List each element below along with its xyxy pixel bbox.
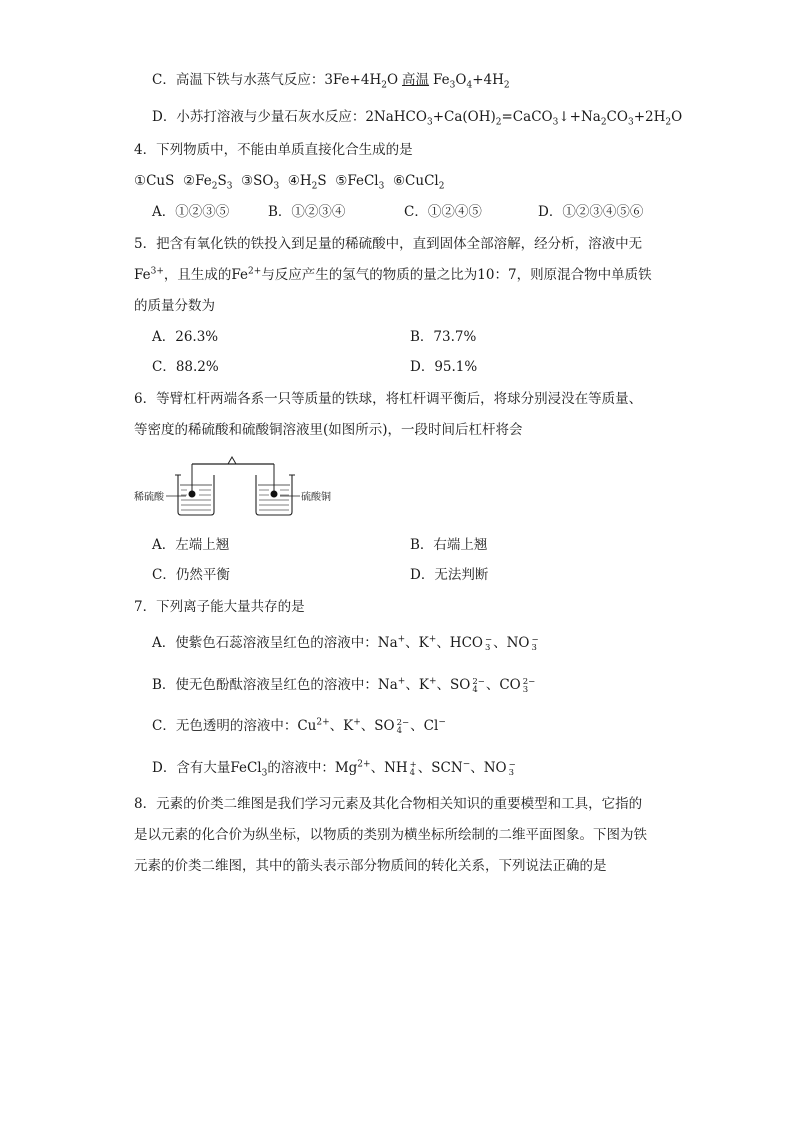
reaction-condition: 高温: [402, 72, 430, 88]
option-c-prev: [152, 70, 510, 90]
q6-option-b[interactable]: B．右端上翘: [410, 537, 488, 553]
q7-option-a[interactable]: A．使紫色石蕊溶液呈红色的溶液中：Na+、K+、HCO − 3 、NO − 3: [152, 634, 539, 653]
q8-line1: 8．元素的价类二维图是我们学习元素及其化合物相关知识的重要模型和工具，它指的: [134, 796, 643, 812]
option-label: A．使紫色石蕊溶液呈红色的溶液中：: [152, 635, 378, 651]
option-label: D．含有大量FeCl$_3$的溶液中：: [152, 760, 335, 779]
q6-option-d[interactable]: D．无法判断: [410, 567, 489, 583]
ion-sulfate: 2− 4: [396, 717, 410, 736]
option-label: C．高温下铁与水蒸气反应：: [152, 72, 325, 88]
item-4: $④H_2S$: [287, 173, 327, 192]
lever-beaker-figure: [134, 455, 344, 517]
item-2: $②Fe_2S_3$: [182, 173, 233, 192]
label-dilute-sulfuric-acid: 稀硫酸: [134, 492, 164, 503]
item-3: $③SO_3$: [241, 173, 280, 192]
q7-option-b[interactable]: B．使无色酚酞溶液呈红色的溶液中：Na+、K+、SO 2− 4 、CO 2− 3: [152, 676, 536, 695]
q5-line1: 5．把含有氧化铁的铁投入到足量的稀硫酸中，直到固体全部溶解，经分析，溶液中无: [134, 236, 643, 252]
q4-stem: 4．下列物质中，不能由单质直接化合生成的是: [134, 142, 413, 158]
subscript: 2: [503, 80, 510, 91]
right-iron-ball: [271, 491, 278, 498]
q4-option-a[interactable]: A．①②③⑤: [152, 204, 230, 220]
option-d-prev: [152, 107, 682, 127]
q7-option-d[interactable]: D．含有大量FeCl$_3$的溶液中：$Mg^{2+}$、NH + 4 、SCN−、NO − 3: [152, 759, 516, 779]
ion-bicarbonate: − 3: [484, 634, 493, 653]
label-copper-sulfate: 硫酸铜: [301, 492, 331, 503]
subscript: 2: [381, 80, 387, 91]
pivot-icon: [228, 457, 236, 464]
ion-nitrate: − 3: [531, 634, 539, 653]
left-iron-ball: [189, 491, 196, 498]
eq-part: 3Fe+4H: [324, 72, 382, 88]
q4-option-b[interactable]: B．①②③④: [268, 204, 346, 220]
item-6: ⑥CuCl$_2$: [392, 173, 445, 192]
q5-option-b[interactable]: B．73.7%: [410, 329, 477, 345]
q5-option-a[interactable]: A．26.3%: [152, 329, 219, 345]
ion-carbonate: 2− 3: [522, 676, 536, 695]
q5-option-d[interactable]: D．95.1%: [410, 359, 478, 375]
q6-option-c[interactable]: C．仍然平衡: [152, 567, 230, 583]
q5-line3: 的质量分数为: [134, 298, 215, 314]
eq-part: O: [386, 72, 399, 88]
q4-option-d[interactable]: D．①②③④⑤⑥: [538, 204, 644, 220]
q7-option-c[interactable]: C．无色透明的溶液中：$Cu^{2+}$、K+、SO 2− 4 、Cl−: [152, 717, 446, 736]
item-1: ①CuS: [134, 173, 175, 189]
q5-line2: $Fe^{3+}$，且生成的$Fe^{2+}$与反应产生的氢气的物质的量之比为10：7，则原混合物中单质铁: [134, 266, 652, 283]
q4-option-c[interactable]: C．①②④⑤: [404, 204, 482, 220]
q6-line2: 等密度的稀硫酸和硫酸铜溶液里(如图所示)，一段时间后杠杆将会: [134, 422, 523, 438]
eq-part: Fe: [433, 72, 450, 88]
ion-nitrate: − 3: [508, 759, 516, 778]
subscript: 4: [466, 80, 473, 91]
ion-sulfate: 2− 4: [472, 676, 485, 695]
option-label: C．无色透明的溶液中：: [152, 718, 298, 734]
option-label: D．小苏打溶液与少量石灰水反应：: [152, 109, 366, 125]
item-5: ⑤FeCl$_3$: [335, 173, 385, 192]
option-label: B．使无色酚酞溶液呈红色的溶液中：: [152, 677, 378, 693]
q6-option-a[interactable]: A．左端上翘: [152, 537, 230, 553]
q7-stem: 7．下列离子能大量共存的是: [134, 599, 305, 615]
eq-part: O: [455, 72, 467, 88]
q8-line3: 元素的价类二维图，其中的箭头表示部分物质间的转化关系，下列说法正确的是: [134, 858, 607, 874]
ion-ammonium: + 4: [409, 759, 417, 778]
q6-line1: 6．等臂杠杆两端各系一只等质量的铁球，将杠杆调平衡后，将球分别浸没在等质量、: [134, 391, 643, 407]
q5-option-c[interactable]: C．88.2%: [152, 359, 219, 375]
eq-part: +4H: [472, 72, 504, 88]
equation: $2NaHCO_3+Ca(OH)_2=CaCO_3↓+Na_2CO_3+2H_2O$: [365, 109, 683, 128]
subscript: 3: [449, 80, 456, 91]
q4-items: [134, 171, 444, 191]
q8-line2: 是以元素的化合价为纵坐标，以物质的类别为横坐标所绘制的二维平面图象。下图为铁: [134, 827, 647, 843]
